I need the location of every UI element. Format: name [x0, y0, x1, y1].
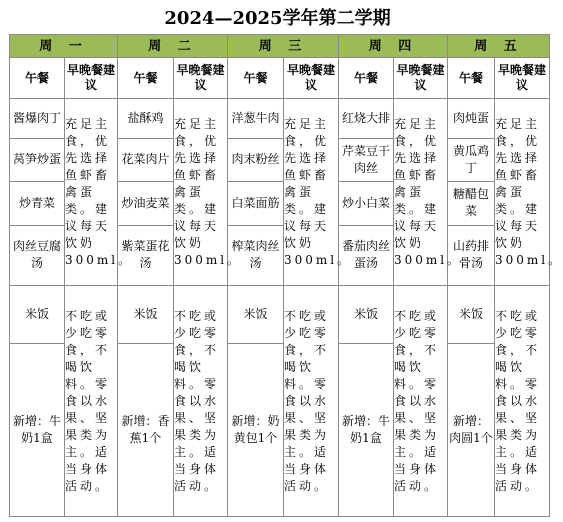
- lunch-dish: 芹菜豆干肉丝: [339, 139, 394, 181]
- advice-text: 充足主食，优先选择鱼虾畜禽蛋类。建议每天饮奶300ml。: [174, 117, 243, 268]
- lunch-dish: 洋葱牛肉: [228, 99, 284, 139]
- lunch-dish: 炒青菜: [10, 181, 65, 225]
- meal-advice-top: [394, 99, 463, 286]
- day-header: 周 二: [118, 35, 228, 58]
- lunch-dish: 盐酥鸡: [118, 99, 174, 139]
- lunch-dish: 莴笋炒蛋: [10, 139, 65, 181]
- advice-column-header: 早晚餐建议: [394, 58, 448, 99]
- day-header: 周 一: [10, 35, 118, 58]
- advice-column-header: 早晚餐建议: [174, 58, 228, 99]
- lunch-dish: 米饭: [10, 286, 65, 344]
- weekly-menu-table: [9, 34, 563, 517]
- lunch-dish: 白菜面筋: [228, 181, 284, 225]
- lunch-dish: 榨菜肉丝汤: [228, 225, 284, 285]
- lunch-addition: 新增：牛奶1盒: [339, 344, 394, 517]
- lunch-dish: 番茄肉丝蛋汤: [339, 225, 394, 285]
- advice-text: 充足主食，优先选择鱼虾畜禽蛋类。建议每天饮奶300ml。: [65, 117, 134, 268]
- lunch-column-header: 午餐: [339, 58, 394, 99]
- lunch-addition: 新增：肉圆1个: [448, 344, 495, 517]
- lunch-dish: 肉末粉丝: [228, 139, 284, 181]
- lunch-dish: 黄瓜鸡丁: [448, 139, 495, 181]
- meal-advice-top: [65, 99, 134, 286]
- lunch-dish: 红烧大排: [339, 99, 394, 139]
- day-header-row: [10, 35, 550, 58]
- day-header: 周 三: [228, 35, 339, 58]
- lunch-dish: 米饭: [118, 286, 174, 344]
- lunch-dish: 米饭: [339, 286, 394, 344]
- lunch-dish: 酱爆肉丁: [10, 99, 65, 139]
- day-header: 周 四: [339, 35, 448, 58]
- lunch-dish: 肉炖蛋: [448, 99, 495, 139]
- advice-text: 不吃或少吃零食，不喝饮料。零食以水果、坚果类为主。适当身体活动。: [495, 308, 541, 493]
- meal-advice-bottom: [394, 286, 448, 517]
- lunch-column-header: 午餐: [228, 58, 284, 99]
- lunch-dish: 炒小白菜: [339, 181, 394, 225]
- column-header-row: [10, 58, 550, 99]
- lunch-addition: 新增：奶黄包1个: [228, 344, 284, 517]
- meal-advice-top: [284, 99, 353, 286]
- lunch-addition: 新增：牛奶1盒: [10, 344, 65, 517]
- lunch-column-header: 午餐: [118, 58, 174, 99]
- advice-text: 不吃或少吃零食，不喝饮料。零食以水果、坚果类为主。适当身体活动。: [284, 308, 330, 493]
- advice-text: 充足主食，优先选择鱼虾畜禽蛋类。建议每天饮奶300ml。: [394, 117, 463, 268]
- menu-row: [10, 286, 550, 344]
- advice-column-header: 早晚餐建议: [495, 58, 550, 99]
- advice-text: 充足主食，优先选择鱼虾畜禽蛋类。建议每天饮奶300ml。: [284, 117, 353, 268]
- lunch-column-header: 午餐: [448, 58, 495, 99]
- lunch-dish: 米饭: [448, 286, 495, 344]
- lunch-dish: 山药排骨汤: [448, 225, 495, 285]
- meal-advice-bottom: [284, 286, 339, 517]
- advice-text: 不吃或少吃零食，不喝饮料。零食以水果、坚果类为主。适当身体活动。: [174, 308, 220, 493]
- meal-advice-bottom: [174, 286, 228, 517]
- advice-text: 不吃或少吃零食，不喝饮料。零食以水果、坚果类为主。适当身体活动。: [394, 308, 440, 493]
- advice-column-header: 早晚餐建议: [284, 58, 339, 99]
- meal-advice-top: [495, 99, 563, 286]
- lunch-dish: 糖醋包菜: [448, 181, 495, 225]
- meal-advice-top: [174, 99, 243, 286]
- lunch-dish: 肉丝豆腐汤: [10, 225, 65, 285]
- lunch-dish: 米饭: [228, 286, 284, 344]
- lunch-dish: 花菜肉片: [118, 139, 174, 181]
- day-header: 周 五: [448, 35, 550, 58]
- advice-text: 充足主食，优先选择鱼虾畜禽蛋类。建议每天饮奶300ml。: [495, 117, 563, 268]
- meal-advice-bottom: [65, 286, 118, 517]
- meal-advice-bottom: [495, 286, 550, 517]
- lunch-addition: 新增：香蕉1个: [118, 344, 174, 517]
- menu-row: [10, 99, 550, 139]
- lunch-dish: 炒油麦菜: [118, 181, 174, 225]
- lunch-column-header: 午餐: [10, 58, 65, 99]
- advice-column-header: 早晚餐建议: [65, 58, 118, 99]
- advice-text: 不吃或少吃零食，不喝饮料。零食以水果、坚果类为主。适当身体活动。: [65, 308, 111, 493]
- lunch-dish: 紫菜蛋花汤: [118, 225, 174, 285]
- page-title: 2024—2025学年第二学期: [164, 8, 391, 29]
